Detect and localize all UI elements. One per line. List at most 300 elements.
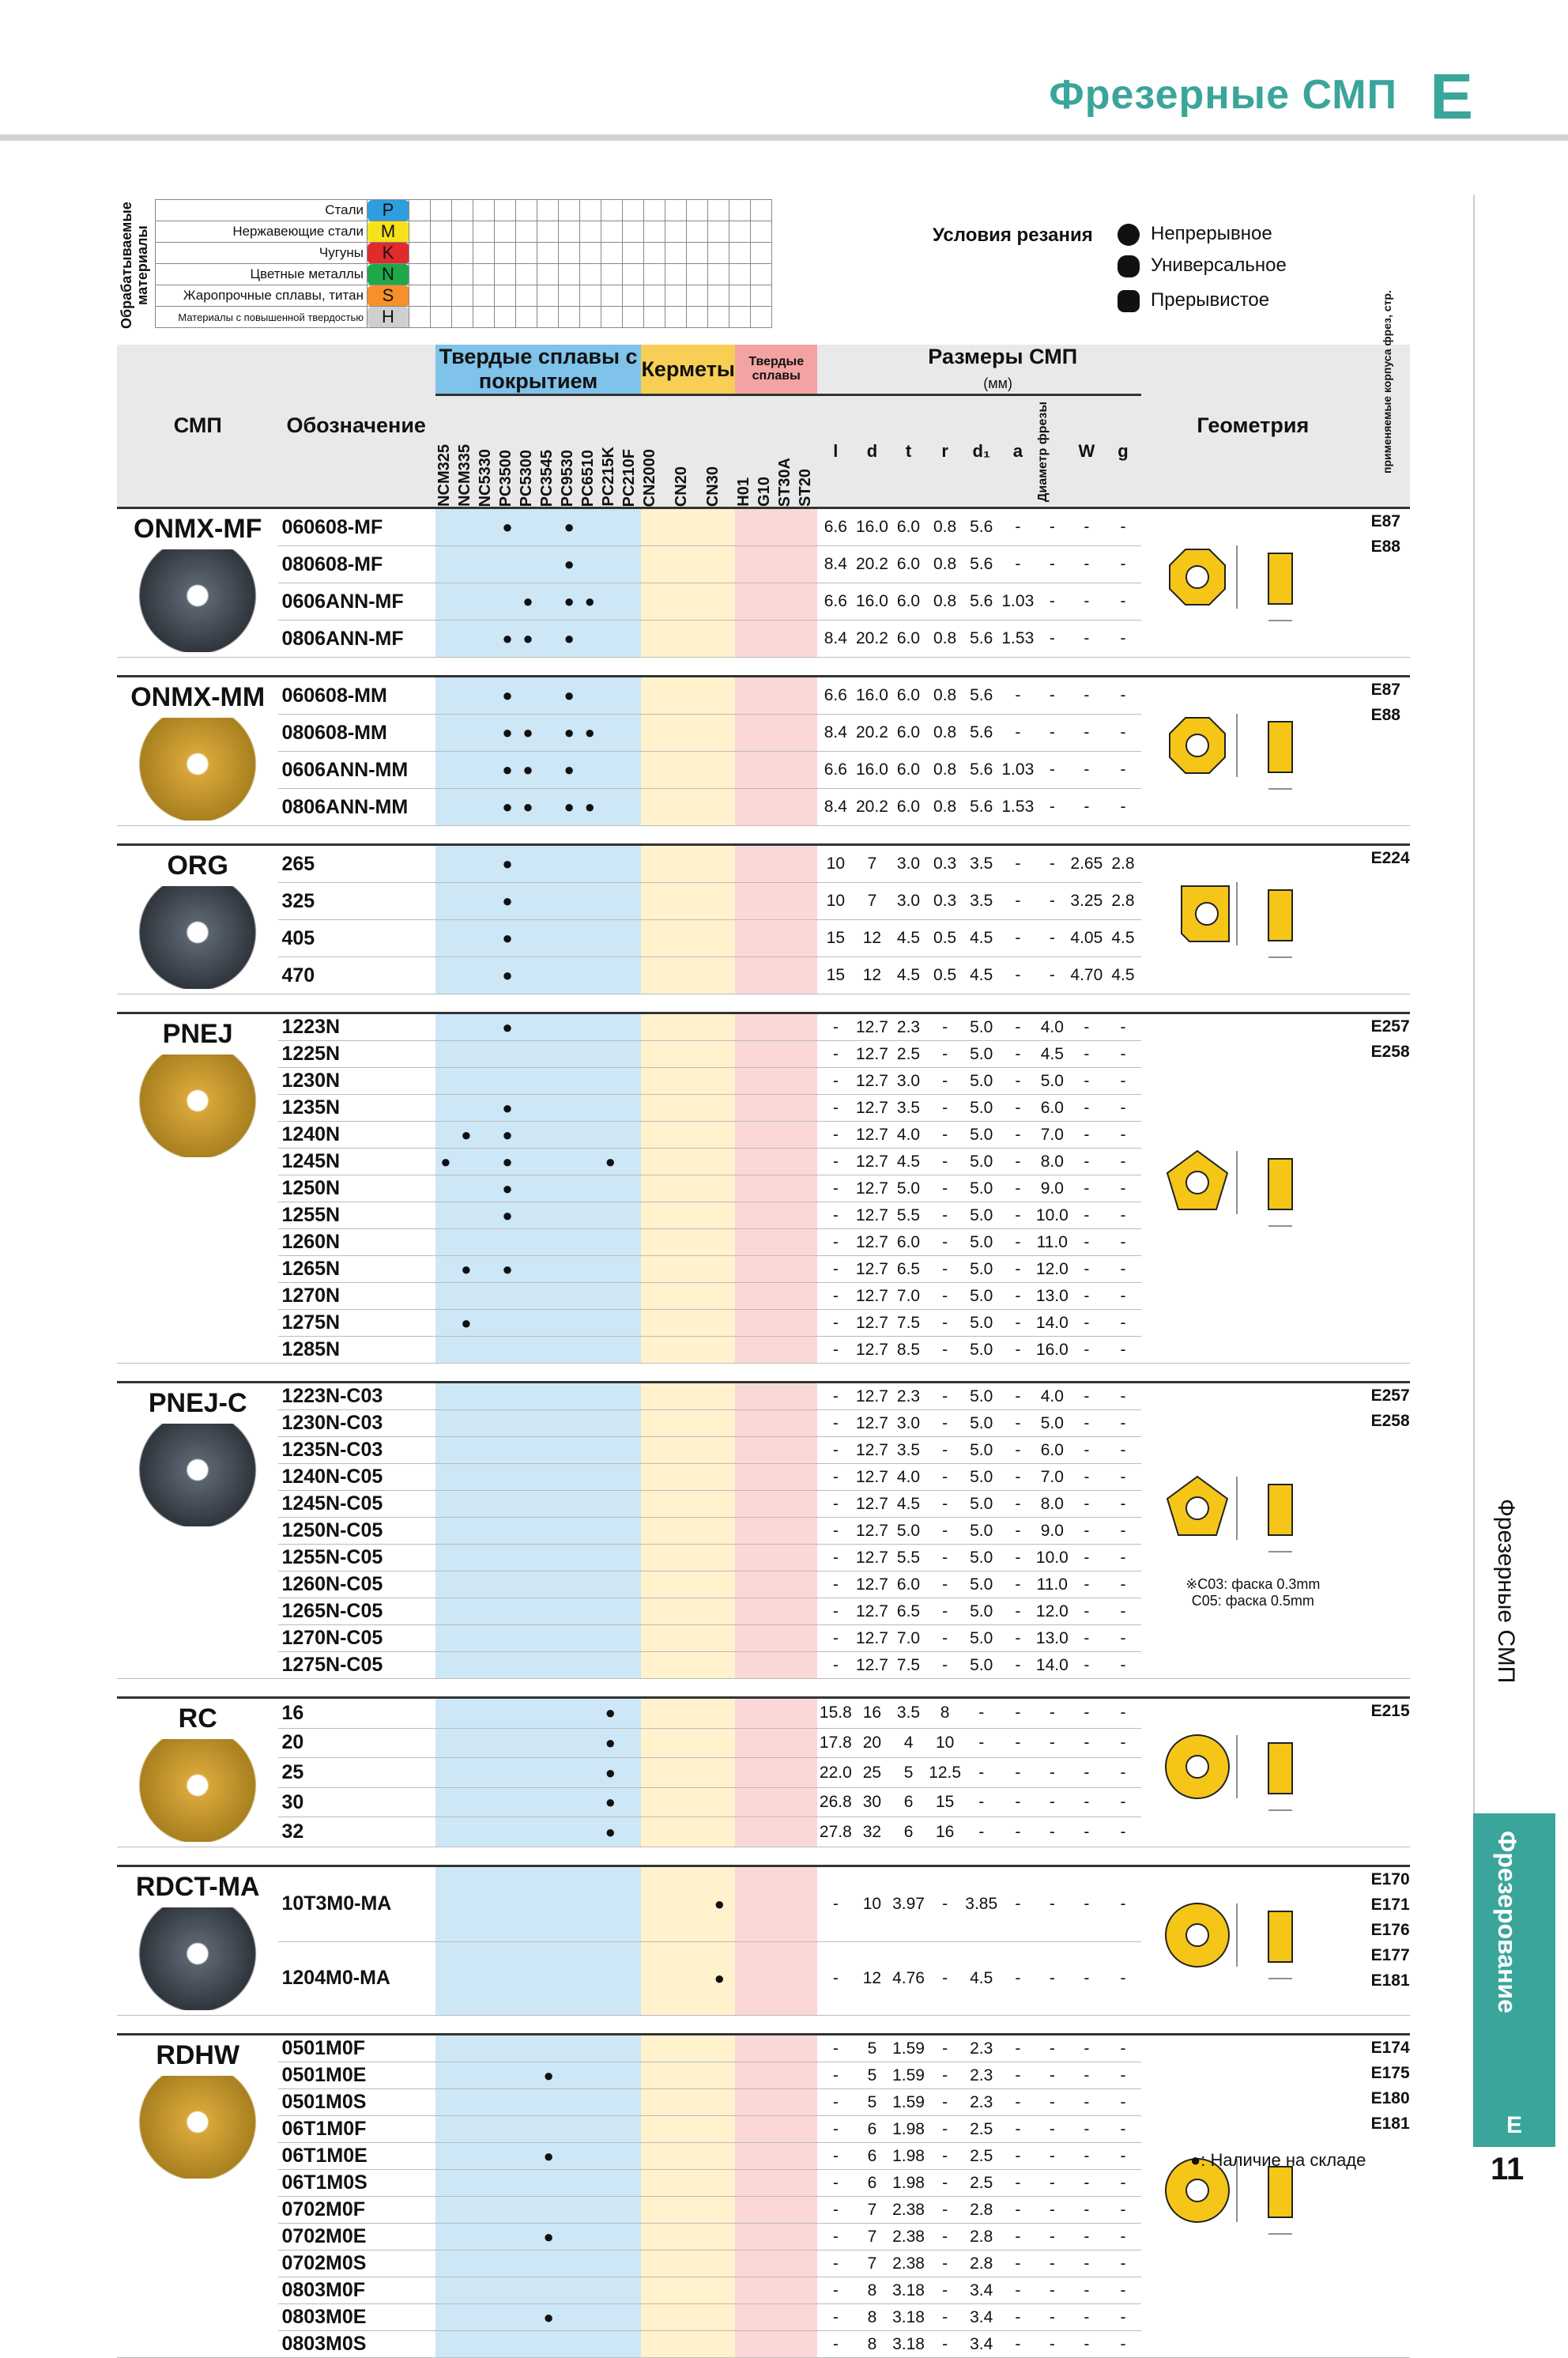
dim-value: - [1105, 1758, 1141, 1788]
grade-cell [704, 1571, 736, 1598]
grade-cell [641, 2304, 673, 2331]
grade-cell [776, 621, 797, 658]
grade-cell [620, 1941, 641, 2015]
stock-dot: ● [559, 715, 579, 752]
dim-value: 12.7 [854, 1337, 890, 1364]
dim-value: - [927, 1095, 963, 1122]
grade-cell [559, 1728, 579, 1758]
dim-value: 4.5 [890, 920, 926, 957]
grade-cell [797, 1941, 817, 2015]
legend-grade-cell [708, 307, 729, 328]
grade-cell [477, 883, 497, 920]
dim-value: 5.0 [963, 1518, 1000, 1545]
grade-cell [641, 1464, 673, 1491]
family-gap [117, 994, 1410, 1013]
designation: 1230N-C03 [278, 1410, 435, 1437]
grade-cell [456, 2116, 477, 2143]
dim-value: - [1000, 1256, 1036, 1283]
geometry-cell [1141, 1013, 1365, 1364]
dim-value: - [927, 2277, 963, 2304]
legend-grade-cell [409, 264, 431, 285]
material-code: P [368, 200, 409, 221]
grade-cell [756, 1491, 776, 1518]
grade-cell [797, 1491, 817, 1518]
grade-cell [579, 1175, 600, 1202]
grade-cell [756, 1041, 776, 1068]
grade-cell [600, 1383, 620, 1410]
dim-value: - [817, 1283, 854, 1310]
grade-cell [641, 845, 673, 883]
grade-cell [776, 1229, 797, 1256]
designation: 16 [278, 1698, 435, 1729]
page-ref[interactable]: E181 [1370, 2115, 1410, 2133]
grade-cell [735, 957, 756, 994]
dim-value: - [1069, 2250, 1105, 2277]
grade-cell [538, 546, 559, 583]
dim-value: 3.4 [963, 2277, 1000, 2304]
grade-cell [559, 1041, 579, 1068]
grade-cell [600, 1310, 620, 1337]
designation: 06T1M0E [278, 2143, 435, 2170]
grade-cell [559, 1149, 579, 1175]
grade-cell [735, 2224, 756, 2250]
grade-cell [579, 2089, 600, 2116]
page-ref[interactable]: E180 [1370, 2089, 1410, 2107]
dim-value: 5.0 [963, 1337, 1000, 1364]
page-ref[interactable]: E87 [1370, 512, 1400, 530]
grade-cell [673, 677, 704, 715]
grade-cell [641, 1437, 673, 1464]
grade-cell [797, 920, 817, 957]
grade-cell [477, 1787, 497, 1817]
grade-cell [756, 677, 776, 715]
dim-value: 6.0 [890, 508, 926, 546]
dim-value: - [1000, 2277, 1036, 2304]
dim-value: 1.98 [890, 2143, 926, 2170]
dim-value: 12.7 [854, 1598, 890, 1625]
dim-value: - [1069, 2035, 1105, 2062]
page-refs [1365, 1013, 1410, 1364]
dim-value: 1.59 [890, 2035, 926, 2062]
dim-value: - [1036, 789, 1069, 826]
insert-photo [138, 2076, 257, 2179]
grade-cell [579, 1256, 600, 1283]
page-ref[interactable]: E87 [1370, 681, 1400, 699]
grade-cell [538, 1728, 559, 1758]
grade-cell [538, 1068, 559, 1095]
legend-grade-cell [644, 221, 665, 243]
designation: 1225N [278, 1041, 435, 1068]
dim-value: - [1105, 1437, 1141, 1464]
family-name: RC [178, 1703, 217, 1734]
page-ref[interactable]: E88 [1370, 706, 1400, 724]
grade-cell [776, 1175, 797, 1202]
dim-value: 6 [890, 1787, 926, 1817]
grade-cell [559, 2250, 579, 2277]
dim-value: - [927, 1337, 963, 1364]
grade-cell [518, 1787, 538, 1817]
grade-cell [538, 1175, 559, 1202]
dim-header: W [1069, 395, 1105, 508]
grade-cell [456, 1652, 477, 1679]
grade-cell [559, 1202, 579, 1229]
grade-cell [797, 583, 817, 621]
grade-cell [518, 2224, 538, 2250]
page-ref[interactable]: E215 [1370, 1702, 1410, 1720]
grade-cell [559, 1758, 579, 1788]
dim-value: 9.0 [1036, 1518, 1069, 1545]
grade-cell [756, 2277, 776, 2304]
dim-value: - [1105, 789, 1141, 826]
legend-grade-cell [729, 307, 751, 328]
grade-cell [600, 677, 620, 715]
page-ref[interactable]: E174 [1370, 2039, 1410, 2057]
sidebar-tab-label[interactable]: Фрезерование [1493, 1831, 1521, 2013]
designation: 1240N [278, 1122, 435, 1149]
designation: 06T1M0F [278, 2116, 435, 2143]
grade-cell [600, 1652, 620, 1679]
dim-value: - [927, 1122, 963, 1149]
grade-cell [579, 1095, 600, 1122]
grade-cell [673, 2224, 704, 2250]
dim-value: 12.7 [854, 1122, 890, 1149]
grade-cell [797, 1041, 817, 1068]
grade-cell [797, 1337, 817, 1364]
grade-cell [620, 1202, 641, 1229]
grade-cell [776, 845, 797, 883]
grade-cell [735, 583, 756, 621]
grade-cell [579, 2331, 600, 2358]
stock-dot: ● [497, 1122, 518, 1149]
dim-value: - [927, 1149, 963, 1175]
dim-value: 16.0 [1036, 1337, 1069, 1364]
grade-header [456, 395, 477, 508]
dim-value: - [1069, 677, 1105, 715]
grade-cell [776, 2062, 797, 2089]
dim-value: 11.0 [1036, 1229, 1069, 1256]
grade-cell [776, 1598, 797, 1625]
grade-cell [456, 583, 477, 621]
grade-cell [518, 1571, 538, 1598]
grade-cell [600, 1122, 620, 1149]
grade-cell [641, 789, 673, 826]
stock-dot: ● [497, 1202, 518, 1229]
grade-cell [518, 1229, 538, 1256]
grade-cell [776, 1337, 797, 1364]
grade-cell [704, 2116, 736, 2143]
legend-grade-cell [537, 285, 559, 307]
legend-grade-cell [601, 200, 623, 221]
grade-cell [435, 1787, 456, 1817]
grade-cell [756, 1545, 776, 1571]
grade-header [538, 395, 559, 508]
grade-cell [518, 1941, 538, 2015]
dim-value: 4.5 [890, 957, 926, 994]
dim-value: 3.5 [890, 1095, 926, 1122]
grade-cell [600, 2250, 620, 2277]
sidebar-tab-letter[interactable]: E [1473, 2104, 1555, 2147]
grade-cell [673, 1175, 704, 1202]
dim-value: 3.5 [963, 845, 1000, 883]
grade-cell [435, 1758, 456, 1788]
stock-dot: ● [518, 752, 538, 789]
dim-value: 15 [927, 1787, 963, 1817]
page-refs [1365, 1698, 1410, 1847]
designation: 1235N [278, 1095, 435, 1122]
family-name: ORG [167, 851, 228, 881]
grade-cell [776, 1625, 797, 1652]
page-ref[interactable]: E175 [1370, 2064, 1410, 2082]
stock-dot: ● [538, 2304, 559, 2331]
dim-value: 5.0 [963, 1068, 1000, 1095]
dim-value: 20.2 [854, 621, 890, 658]
designation: 20 [278, 1728, 435, 1758]
dim-value: - [817, 2035, 854, 2062]
legend-grade-cell [516, 221, 537, 243]
page-ref[interactable]: E257 [1370, 1017, 1410, 1036]
legend-grade-cell [580, 243, 601, 264]
grade-cell [620, 2250, 641, 2277]
dim-value: 3.4 [963, 2331, 1000, 2358]
geometry-cell [1141, 1383, 1365, 1679]
dim-value: - [1000, 1095, 1036, 1122]
grade-cell [579, 1787, 600, 1817]
grade-cell [600, 1013, 620, 1041]
dim-value: - [817, 1464, 854, 1491]
dim-value: - [1105, 1817, 1141, 1847]
grade-cell [600, 1941, 620, 2015]
dim-value: - [1105, 2331, 1141, 2358]
legend-grade-cell [644, 200, 665, 221]
stock-dot: ● [456, 1310, 477, 1337]
grade-cell [518, 677, 538, 715]
page-ref[interactable]: E258 [1370, 1412, 1410, 1430]
grade-cell [579, 1866, 600, 1942]
legend-grade-cell [687, 285, 708, 307]
page-ref[interactable]: E88 [1370, 538, 1400, 556]
grade-cell [538, 583, 559, 621]
page-ref[interactable]: E257 [1370, 1387, 1410, 1405]
grade-cell [797, 752, 817, 789]
legend-grade-cell [623, 285, 644, 307]
grade-cell [456, 752, 477, 789]
grade-cell [620, 1598, 641, 1625]
dim-value: 5 [854, 2062, 890, 2089]
dim-value: - [1105, 1041, 1141, 1068]
grade-cell [518, 1041, 538, 1068]
dim-value: 4.5 [890, 1491, 926, 1518]
dim-value: - [817, 2089, 854, 2116]
family-gap [117, 1847, 1410, 1866]
dim-value: 6.0 [890, 621, 926, 658]
grade-cell [518, 1464, 538, 1491]
page-ref[interactable]: E224 [1370, 849, 1410, 867]
grade-cell [518, 2089, 538, 2116]
dim-value: 4.5 [1036, 1041, 1069, 1068]
page-ref[interactable]: E170 [1370, 1870, 1410, 1888]
dim-value: 1.98 [890, 2116, 926, 2143]
grade-cell [756, 508, 776, 546]
material-code: H [368, 307, 409, 328]
legend-grade-cell [623, 200, 644, 221]
grade-header [497, 395, 518, 508]
family-name: RDHW [156, 2040, 240, 2070]
grade-cell [641, 677, 673, 715]
dim-value: - [1069, 1491, 1105, 1518]
dim-value: - [1105, 677, 1141, 715]
grade-cell [435, 2224, 456, 2250]
grade-cell [456, 677, 477, 715]
grade-cell [559, 1698, 579, 1729]
grade-cell [497, 2089, 518, 2116]
grade-cell [704, 546, 736, 583]
grade-cell [435, 1598, 456, 1625]
page-ref[interactable]: E177 [1370, 1946, 1410, 1964]
family-name: PNEJ [162, 1019, 233, 1049]
grade-header [477, 395, 497, 508]
dim-value: - [1036, 2116, 1069, 2143]
dim-value: - [1000, 1625, 1036, 1652]
dim-value: - [817, 1545, 854, 1571]
grade-cell [704, 2331, 736, 2358]
grade-cell [776, 1383, 797, 1410]
page-ref[interactable]: E176 [1370, 1921, 1410, 1939]
dim-value: - [1000, 715, 1036, 752]
col-geometry: Геометрия [1141, 345, 1365, 508]
grade-cell [497, 583, 518, 621]
grade-header [620, 395, 641, 508]
grade-cell [497, 1383, 518, 1410]
grade-cell [559, 2062, 579, 2089]
dim-value: - [1069, 1229, 1105, 1256]
legend-grade-cell [751, 243, 772, 264]
grade-cell [641, 1625, 673, 1652]
grade-cell [518, 2277, 538, 2304]
dim-value: - [1069, 2143, 1105, 2170]
dim-value: - [1036, 883, 1069, 920]
grade-cell [538, 1698, 559, 1729]
grade-cell [756, 920, 776, 957]
grade-cell [620, 1122, 641, 1149]
dim-value: - [1105, 1625, 1141, 1652]
grade-cell [579, 1283, 600, 1310]
grade-cell [538, 1041, 559, 1068]
grade-cell [797, 1437, 817, 1464]
grade-cell [518, 1410, 538, 1437]
grade-cell [735, 1041, 756, 1068]
designation: 0702M0S [278, 2250, 435, 2277]
page-ref[interactable]: E258 [1370, 1043, 1410, 1061]
grade-cell [435, 621, 456, 658]
dim-header: g [1105, 395, 1141, 508]
grade-cell [477, 1149, 497, 1175]
grade-cell [538, 1491, 559, 1518]
grade-cell [735, 621, 756, 658]
dim-value: - [927, 2035, 963, 2062]
grade-cell [797, 546, 817, 583]
grade-cell [735, 715, 756, 752]
legend-grade-cell [623, 307, 644, 328]
grade-cell [756, 1437, 776, 1464]
dim-value: 0.8 [927, 715, 963, 752]
grade-cell [518, 920, 538, 957]
grade-cell [641, 715, 673, 752]
stock-dot: ● [497, 883, 518, 920]
grade-cell [456, 621, 477, 658]
material-code: M [368, 221, 409, 243]
dim-value: - [1105, 1068, 1141, 1095]
grade-cell [600, 957, 620, 994]
stock-dot: ● [497, 845, 518, 883]
dim-header: d [854, 395, 890, 508]
page-ref[interactable]: E181 [1370, 1971, 1410, 1990]
grade-cell [756, 1383, 776, 1410]
grade-cell [435, 1698, 456, 1729]
dim-value: - [1069, 508, 1105, 546]
grade-cell [641, 2170, 673, 2197]
dim-value: - [1105, 583, 1141, 621]
condition-continuous: Непрерывное [1118, 223, 1272, 246]
grade-cell [673, 920, 704, 957]
grade-cell [538, 1256, 559, 1283]
dim-value: 5.0 [963, 1625, 1000, 1652]
grade-cell [559, 2277, 579, 2304]
grade-cell [673, 583, 704, 621]
grade-cell [600, 920, 620, 957]
grade-cell [497, 1545, 518, 1571]
stock-dot: ● [518, 715, 538, 752]
grade-cell [735, 920, 756, 957]
dim-value: - [1036, 957, 1069, 994]
dim-value: 5.0 [1036, 1410, 1069, 1437]
grade-cell [673, 1068, 704, 1095]
grade-cell [641, 1787, 673, 1817]
grade-cell [477, 1464, 497, 1491]
grade-cell [704, 2062, 736, 2089]
grade-cell [704, 1013, 736, 1041]
grade-cell [641, 2250, 673, 2277]
grade-cell [538, 1149, 559, 1175]
dim-value: 2.8 [1105, 883, 1141, 920]
grade-cell [538, 1625, 559, 1652]
dim-value: - [817, 1518, 854, 1545]
page-ref[interactable]: E171 [1370, 1896, 1410, 1914]
dim-value: - [1000, 2250, 1036, 2277]
grade-cell [435, 1866, 456, 1942]
dim-value: - [817, 2143, 854, 2170]
grade-cell [620, 508, 641, 546]
grade-cell [600, 1598, 620, 1625]
designation: 080608-MM [278, 715, 435, 752]
grade-cell [756, 621, 776, 658]
legend-grade-cell [708, 243, 729, 264]
grade-cell [735, 2170, 756, 2197]
dim-value: - [927, 2143, 963, 2170]
designation: 0803M0E [278, 2304, 435, 2331]
grade-cell [776, 1256, 797, 1283]
grade-cell [735, 2277, 756, 2304]
designation: 1223N-C03 [278, 1383, 435, 1410]
grade-cell [559, 1464, 579, 1491]
group-coated: Твердые сплавы с покрытием [435, 345, 641, 395]
dim-value: 2.8 [963, 2197, 1000, 2224]
dim-value: 6.5 [890, 1256, 926, 1283]
grade-cell [559, 1256, 579, 1283]
grade-cell [579, 845, 600, 883]
grade-cell [497, 1866, 518, 1942]
dim-value: 13.0 [1036, 1625, 1069, 1652]
grade-cell [518, 957, 538, 994]
